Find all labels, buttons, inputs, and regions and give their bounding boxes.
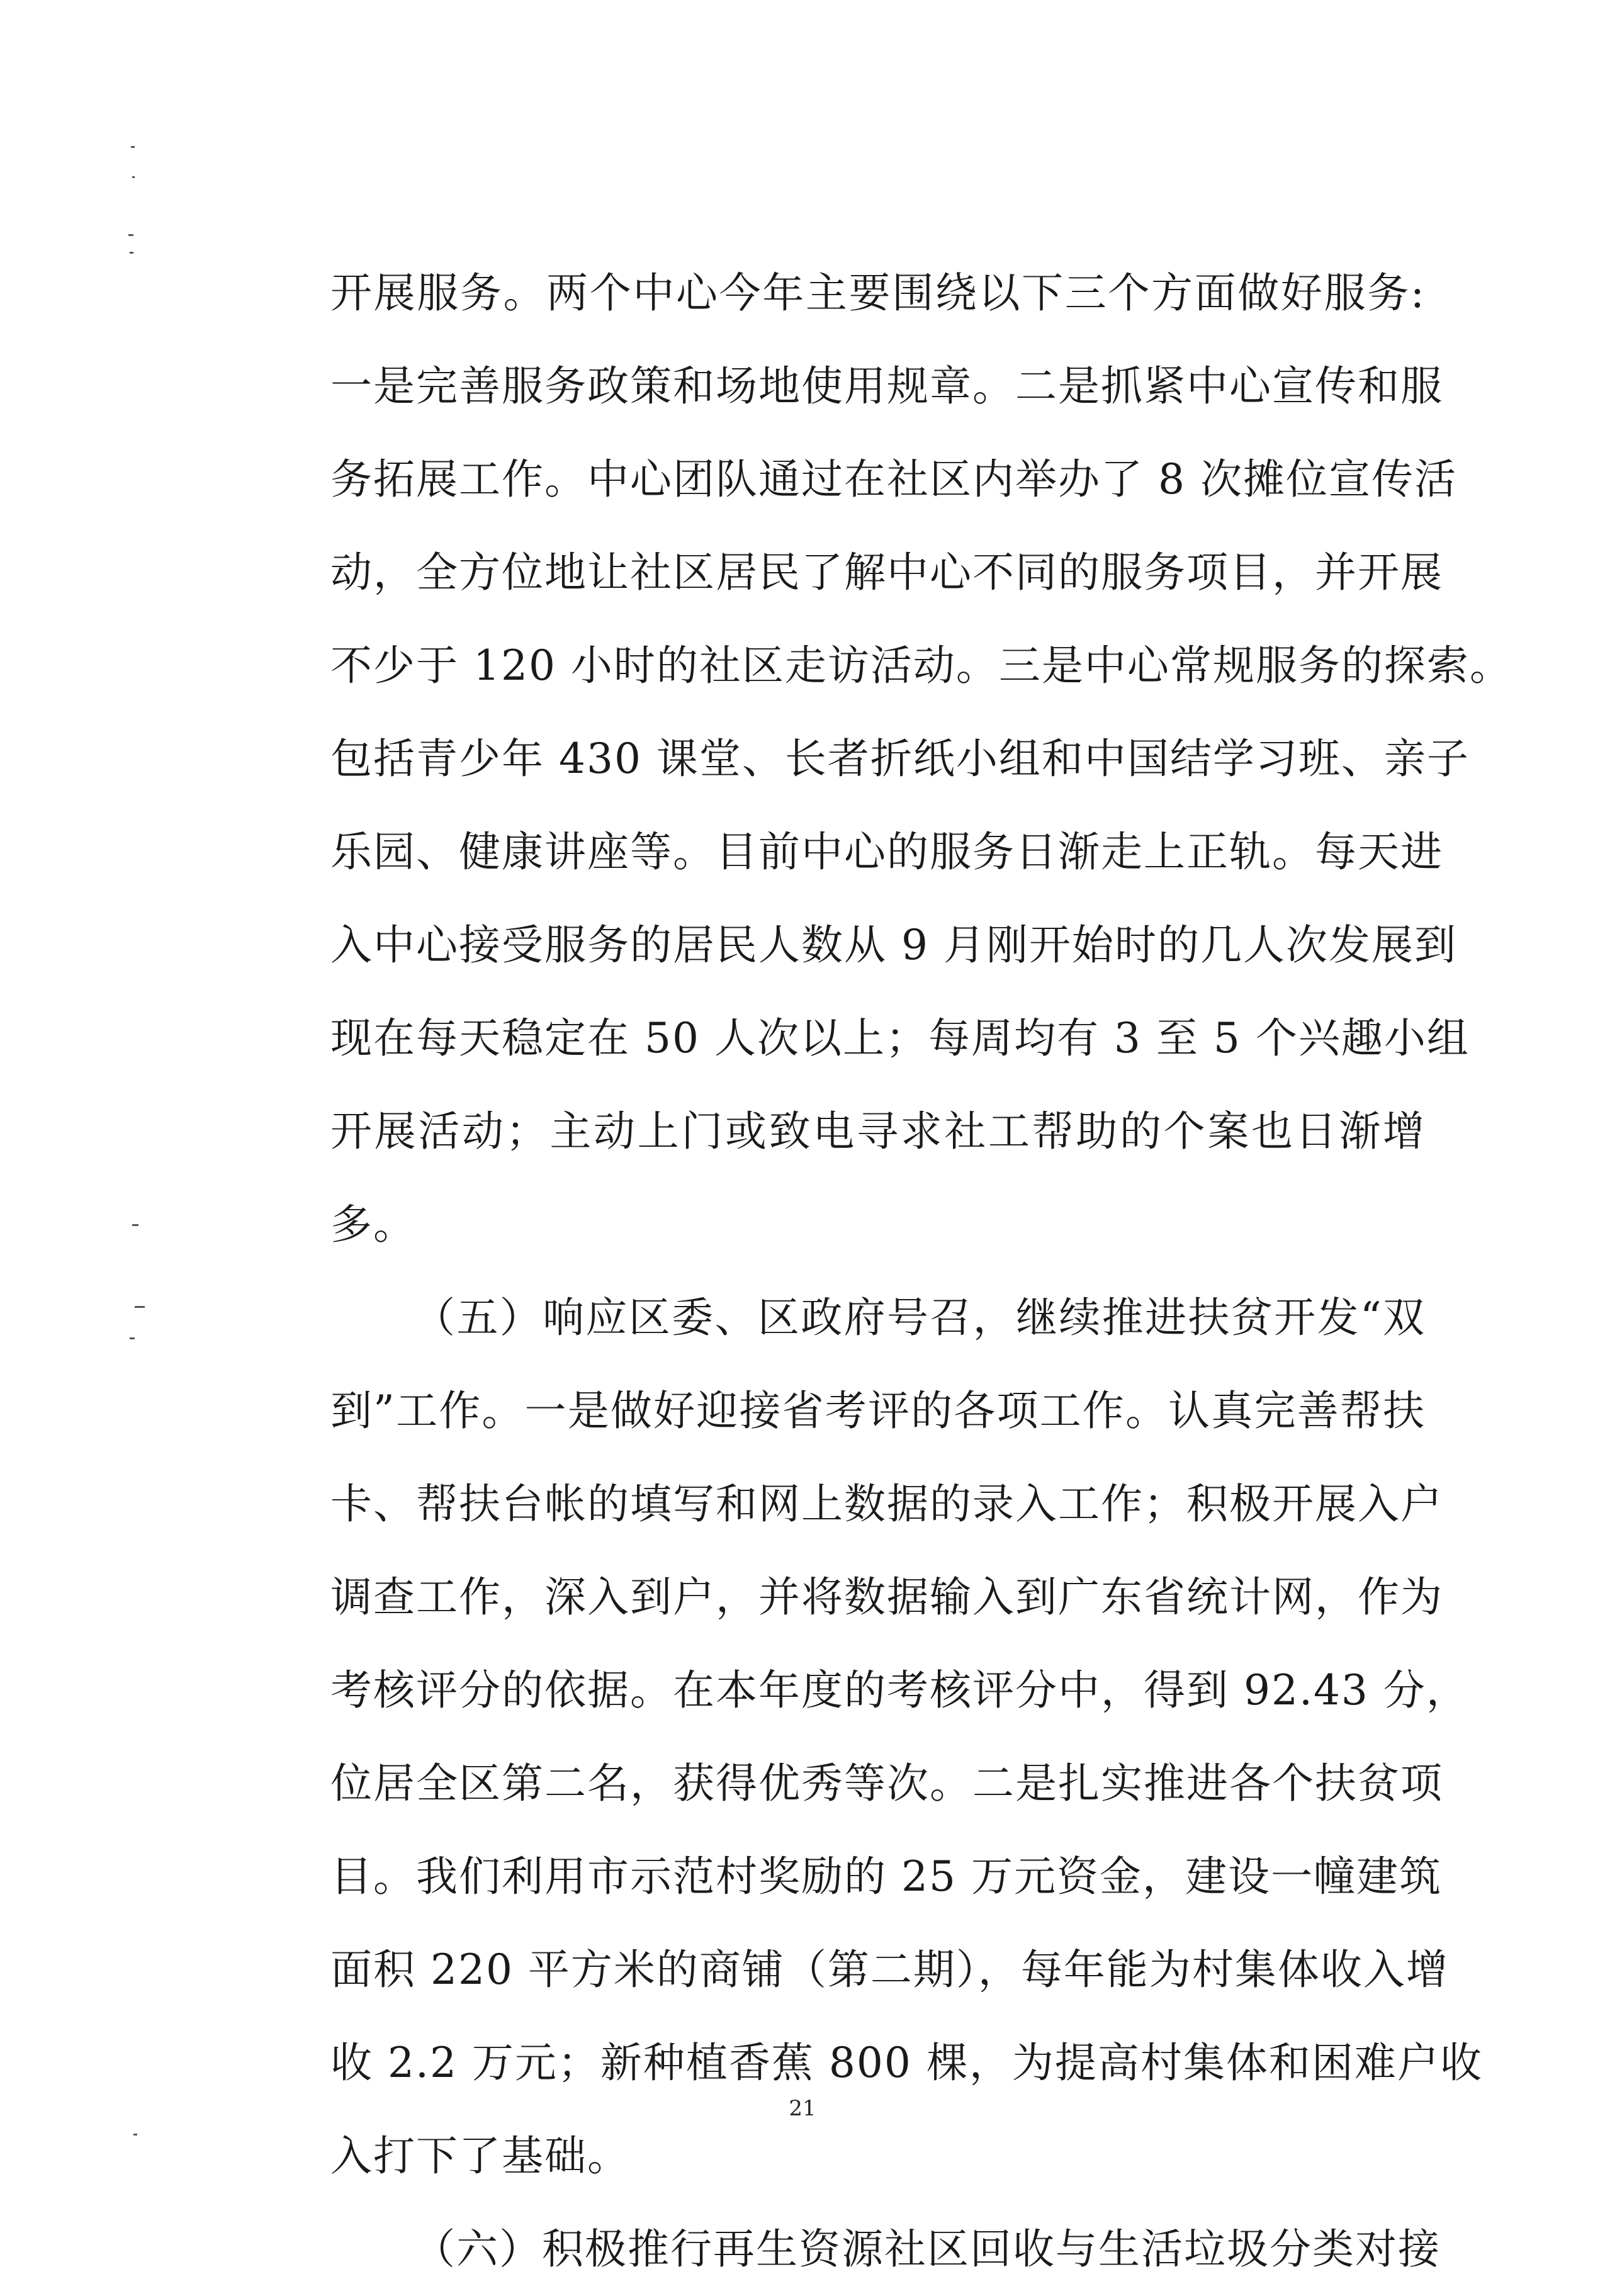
text-line: 位居全区第二名，获得优秀等次。二是扎实推进各个扶贫项 — [330, 1759, 1443, 1808]
scan-mark — [130, 252, 133, 254]
text-line: 入中心接受服务的居民人数从 9 月刚开始时的几人次发展到 — [330, 921, 1457, 969]
text-line: 现在每天稳定在 50 人次以上；每周均有 3 至 5 个兴趣小组 — [330, 1014, 1470, 1062]
text-line: 开展服务。两个中心今年主要围绕以下三个方面做好服务: — [330, 269, 1426, 317]
text-line: 考核评分的依据。在本年度的考核评分中，得到 92.43 分， — [330, 1666, 1469, 1714]
text-line: 开展活动；主动上门或致电寻求社工帮助的个案也日渐增 — [330, 1107, 1426, 1156]
text-line: 包括青少年 430 课堂、长者折纸小组和中国结学习班、亲子 — [330, 734, 1470, 783]
text-line: 务拓展工作。中心团队通过在社区内举办了 8 次摊位宣传活 — [330, 455, 1457, 504]
text-line: 不少于 120 小时的社区走访活动。三是中心常规服务的探索。 — [330, 641, 1512, 690]
paragraph — [330, 2203, 1441, 2296]
scan-mark — [130, 1337, 135, 1339]
scan-mark — [133, 2134, 137, 2136]
text-line: 卡、帮扶台帐的填写和网上数据的录入工作；积极开展入户 — [330, 1480, 1443, 1528]
text-line: 目。我们利用市示范村奖励的 25 万元资金，建设一幢建筑 — [330, 1852, 1442, 1901]
text-line: 到”工作。一是做好迎接省考评的各项工作。认真完善帮扶 — [330, 1387, 1426, 1435]
document-body — [330, 247, 1512, 2296]
scan-mark — [135, 1306, 145, 1308]
scan-mark — [131, 146, 135, 148]
text-line: （五）响应区委、区政府号召，继续推进扶贫开发“双 — [414, 1293, 1426, 1342]
paragraph — [330, 1271, 1483, 2203]
text-line: 动，全方位地让社区居民了解中心不同的服务项目，并开展 — [330, 548, 1443, 597]
text-line: 调查工作，深入到户，并将数据输入到广东省统计网，作为 — [330, 1573, 1443, 1621]
text-line: （六）积极推行再生资源社区回收与生活垃圾分类对接 — [414, 2225, 1441, 2273]
scan-mark — [132, 176, 135, 178]
text-line: 面积 220 平方米的商铺（第二期），每年能为村集体收入增 — [330, 1945, 1449, 1994]
paragraph — [330, 247, 1512, 1271]
text-line: 收 2.2 万元；新种植香蕉 800 棵，为提高村集体和困难户收 — [330, 2039, 1483, 2087]
page-number: 21 — [789, 2096, 816, 2121]
text-line: 乐园、健康讲座等。目前中心的服务日渐走上正轨。每天进 — [330, 828, 1443, 876]
scan-mark — [132, 1224, 138, 1226]
text-line: 一是完善服务政策和场地使用规章。二是抓紧中心宣传和服 — [330, 362, 1443, 410]
scan-mark — [128, 234, 133, 236]
text-line: 多。 — [330, 1200, 416, 1249]
text-line: 入打下了基础。 — [330, 2132, 630, 2180]
